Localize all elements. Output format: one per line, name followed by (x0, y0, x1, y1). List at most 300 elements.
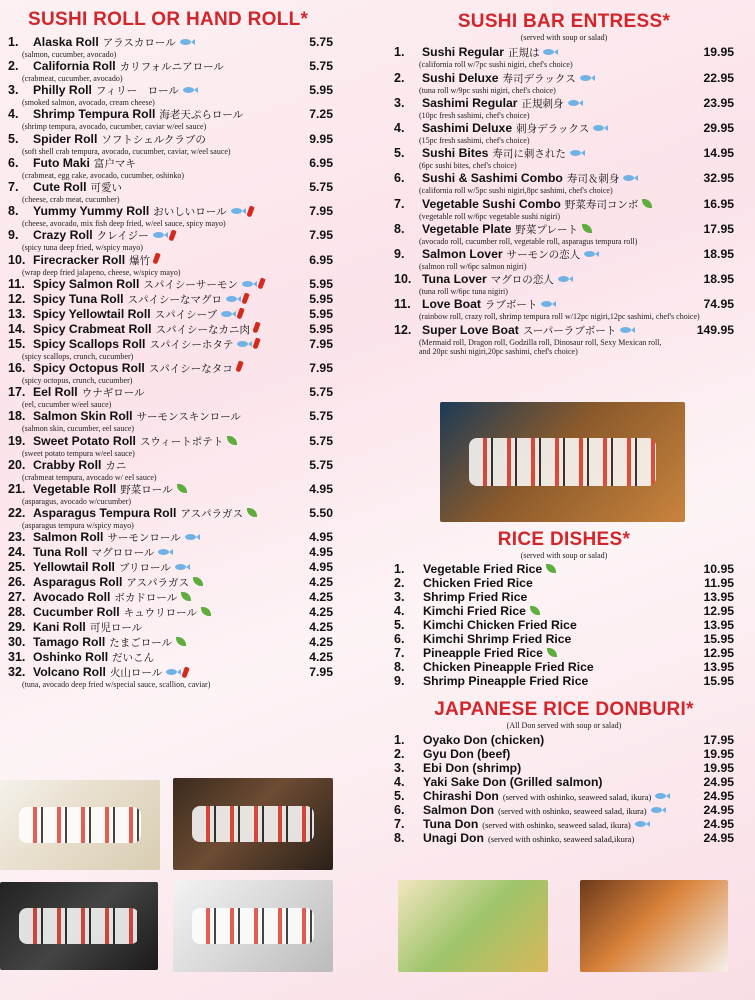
fish-icon (568, 99, 583, 107)
leaf-icon (547, 648, 557, 657)
item-description: (salmon roll w/6pc salmon nigiri) (419, 261, 527, 271)
item-icons (651, 806, 666, 814)
menu-item-row (8, 560, 333, 575)
item-description: (wrap deep fried jalapeno, cheese, w/spicy mayo) (22, 267, 181, 277)
item-name: Yellowtail Roll (33, 560, 115, 575)
item-name: Salmon Don (423, 802, 495, 817)
item-description: (eel, cucumber w/eel sauce) (22, 400, 112, 410)
sushi-bar-list (394, 45, 734, 355)
item-icons (543, 48, 558, 56)
item-japanese-name: キュウリロール (123, 607, 197, 620)
item-number: 21. (8, 481, 26, 496)
item-note: (served with oshinko, seaweed salad,ikura) (487, 833, 635, 844)
item-japanese-name: 可愛い (90, 182, 122, 195)
menu-item (394, 222, 734, 246)
item-price: 4.95 (309, 481, 333, 496)
fish-icon (558, 275, 573, 283)
item-price: 5.95 (309, 321, 333, 336)
menu-item-row (394, 45, 734, 60)
menu-item (8, 575, 333, 590)
menu-item-row (394, 247, 734, 262)
item-name: Love Boat (422, 297, 481, 312)
leaf-icon (177, 484, 187, 493)
item-description: (Mermaid roll, Dragon roll, Godzilla roll, Dinosaur roll, Sexy Mexican roll, (419, 337, 662, 347)
item-number: 4. (394, 774, 405, 789)
menu-item (394, 632, 734, 646)
pepper-icon (252, 321, 260, 333)
item-number: 26. (8, 575, 26, 590)
item-japanese-name: スウィートポテト (139, 435, 224, 448)
item-japanese-name: サーモンロール (107, 532, 181, 545)
item-name: Volcano Roll (33, 665, 106, 680)
item-icons (183, 86, 198, 94)
menu-item-row (394, 590, 734, 604)
item-icons (177, 484, 187, 493)
menu-item (394, 197, 734, 221)
menu-item-row (8, 59, 333, 74)
item-description: (smoked salmon, avocado, cream cheese) (22, 98, 155, 108)
item-note: (served with oshinko, seaweed salad, ikura) (498, 805, 647, 816)
item-price: 24.95 (703, 802, 734, 817)
item-number: 10. (394, 272, 412, 287)
menu-item-row (8, 228, 333, 243)
item-price: 32.95 (703, 171, 734, 186)
item-price: 13.95 (703, 618, 734, 633)
item-name: Cucumber Roll (33, 605, 120, 620)
item-japanese-name: ウナギロール (81, 387, 145, 400)
item-description: (salmon skin, cucumber, eel sauce) (22, 424, 135, 434)
item-price: 7.95 (309, 336, 333, 351)
item-price: 15.95 (703, 632, 734, 647)
item-japanese-name: スパイシーサーモン (143, 278, 238, 291)
item-price: 19.95 (703, 746, 734, 761)
menu-item-row (8, 409, 333, 424)
item-number: 5. (394, 788, 405, 803)
item-price: 13.95 (703, 660, 734, 675)
fish-icon (226, 295, 241, 303)
menu-item (8, 361, 333, 385)
sushi-bar-heading: SUSHI BAR ENTRESS* (457, 11, 671, 32)
item-price: 5.75 (309, 433, 333, 448)
item-number: 2. (8, 59, 19, 74)
item-name: Crazy Roll (33, 228, 93, 243)
leaf-icon (201, 607, 211, 616)
item-price: 22.95 (703, 70, 734, 85)
menu-item (8, 292, 333, 307)
menu-item-row (8, 530, 333, 545)
item-number: 1. (8, 34, 19, 49)
item-icons (242, 278, 264, 289)
item-icons (620, 326, 635, 334)
fish-icon (584, 250, 599, 258)
item-name: Crabby Roll (33, 457, 102, 472)
item-number: 16. (8, 360, 26, 375)
item-number: 5. (394, 146, 405, 161)
item-icons (221, 308, 243, 319)
rice-dishes-list (394, 562, 734, 688)
item-japanese-name: ソフトシェルクラブの (101, 133, 206, 146)
item-description: (cheese, crab meat, cucumber) (22, 195, 120, 205)
item-number: 11. (8, 276, 25, 291)
item-japanese-name: スパイシーなカニ肉 (155, 323, 251, 336)
item-price: 12.95 (703, 646, 734, 661)
item-number: 8. (394, 660, 405, 675)
menu-item (394, 71, 734, 95)
item-note: (served with oshinko, seaweed salad, ikura) (502, 791, 652, 802)
item-icons (546, 564, 556, 573)
fish-icon (651, 806, 666, 814)
item-name: Vegetable Fried Rice (423, 562, 543, 577)
menu-item-row (8, 506, 333, 521)
menu-item-row (394, 660, 734, 674)
item-description: (tuna, avocado deep fried w/special sauce, scallion, caviar) (22, 680, 211, 690)
item-number: 12. (8, 291, 26, 306)
item-description: (rainbow roll, crazy roll, shrimp tempura roll w/12pc nigiri,12pc sashimi, chef's choice) (419, 312, 700, 322)
menu-item (394, 789, 734, 803)
item-japanese-name: サーモンスキンロール (136, 411, 241, 424)
fish-icon (185, 533, 200, 541)
item-icons (593, 124, 608, 132)
pepper-icon (152, 252, 160, 264)
item-name: Eel Roll (33, 385, 78, 400)
item-japanese-name: カリフォルニアロール (119, 61, 224, 74)
fish-icon (570, 149, 585, 157)
menu-item-row (8, 337, 333, 352)
item-number: 1. (394, 45, 405, 60)
item-price: 5.50 (309, 506, 333, 521)
menu-item-row (394, 222, 734, 237)
item-icons (226, 293, 248, 304)
item-number: 17. (8, 385, 26, 400)
menu-item (8, 482, 333, 506)
item-number: 22. (8, 506, 26, 521)
item-number: 23. (8, 530, 26, 545)
item-price: 4.25 (309, 605, 333, 620)
menu-item-row (394, 789, 734, 803)
donburi-photo (580, 880, 728, 972)
item-price: 7.95 (309, 228, 333, 243)
item-japanese-name: 可児ロール (89, 622, 143, 635)
item-name: Tuna Don (423, 816, 479, 831)
item-icons (154, 253, 159, 264)
menu-item (8, 107, 333, 131)
fish-icon (580, 74, 595, 82)
leaf-icon (176, 637, 186, 646)
item-japanese-name: 寿司デラックス (502, 72, 576, 85)
item-icons (180, 38, 195, 46)
item-name: Asparagus Tempura Roll (33, 506, 177, 521)
item-description: (asparagus, avocado w/cucumber) (22, 496, 132, 506)
item-price: 29.95 (703, 121, 734, 136)
item-icons (193, 577, 203, 586)
menu-item (394, 803, 734, 817)
item-japanese-name: アスパラガス (180, 508, 243, 521)
love-boat-photo (440, 402, 685, 522)
sushi-roll-heading: SUSHI ROLL OR HAND ROLL* (28, 9, 309, 30)
item-icons (254, 322, 259, 333)
item-price: 7.95 (309, 665, 333, 680)
item-name: Kimchi Shrimp Fried Rice (423, 632, 572, 647)
item-icons (176, 637, 186, 646)
item-price: 4.95 (309, 545, 333, 560)
item-number: 32. (8, 665, 26, 680)
item-price: 5.75 (309, 457, 333, 472)
fish-icon (153, 231, 168, 239)
item-price: 10.95 (703, 562, 734, 577)
menu-item-row (8, 180, 333, 195)
fish-icon (183, 86, 198, 94)
item-number: 3. (394, 760, 405, 775)
item-japanese-name: サーモンの恋人 (506, 248, 581, 261)
item-japanese-name: アスパラガス (126, 577, 189, 590)
item-price: 15.95 (703, 674, 734, 689)
pepper-icon (181, 666, 189, 678)
fish-icon (231, 207, 246, 215)
menu-item-row (8, 361, 333, 376)
menu-item-row (394, 146, 734, 161)
item-name: Oyako Don (chicken) (423, 732, 545, 747)
sushi-roll-list (8, 35, 333, 690)
item-price: 5.75 (309, 34, 333, 49)
sushi-bar-subtitle: (served with soup or salad) (520, 32, 608, 42)
item-name: Spicy Tuna Roll (33, 291, 124, 306)
item-name: Cute Roll (33, 180, 87, 195)
item-number: 4. (394, 121, 405, 136)
item-number: 2. (394, 746, 405, 761)
item-number: 1. (394, 562, 405, 577)
menu-item (8, 180, 333, 204)
menu-item (8, 560, 333, 575)
item-price: 19.95 (703, 760, 734, 775)
item-price: 18.95 (703, 272, 734, 287)
item-name: Salmon Skin Roll (33, 409, 133, 424)
menu-item (394, 121, 734, 145)
item-icons (623, 174, 638, 182)
item-price: 7.95 (309, 204, 333, 219)
item-number: 24. (8, 545, 26, 560)
item-number: 30. (8, 635, 26, 650)
item-japanese-name: フィリー ロール (95, 85, 179, 98)
item-japanese-name: 海老天ぷらロール (159, 109, 244, 122)
item-price: 7.25 (309, 107, 333, 122)
item-name: Alaska Roll (33, 34, 99, 49)
item-note: (served with oshinko, seaweed salad, ikura) (482, 819, 631, 830)
left-column (8, 0, 333, 689)
item-name: Kimchi Chicken Fried Rice (423, 618, 577, 633)
menu-item-row (394, 632, 734, 646)
item-description: (10pc fresh sashimi, chef's choice) (419, 110, 530, 120)
item-number: 19. (8, 433, 26, 448)
fish-icon (593, 124, 608, 132)
item-description: (crabmeat, egg cake, avocado, cucumber, oshinko) (22, 170, 185, 180)
item-japanese-name: スパイシーなマグロ (127, 293, 223, 306)
item-price: 23.95 (703, 95, 734, 110)
item-icons (227, 436, 237, 445)
pepper-icon (236, 308, 244, 320)
item-number: 4. (8, 107, 19, 122)
item-name: Shrimp Tempura Roll (33, 107, 156, 122)
menu-item (394, 831, 734, 845)
item-price: 24.95 (703, 788, 734, 803)
menu-item (8, 132, 333, 156)
item-name: Sushi Deluxe (422, 70, 499, 85)
menu-item-row (394, 171, 734, 186)
item-japanese-name: クレイジー (96, 230, 149, 243)
item-price: 14.95 (703, 146, 734, 161)
menu-item-row (394, 747, 734, 761)
item-japanese-name: 正規刺身 (521, 97, 564, 110)
item-name: Tuna Roll (33, 545, 88, 560)
item-name: Spicy Crabmeat Roll (33, 321, 152, 336)
item-description: (6pc sushi bites, chef's choice) (419, 161, 517, 171)
menu-item (394, 576, 734, 590)
item-number: 15. (8, 336, 26, 351)
menu-item (394, 247, 734, 271)
pepper-icon (246, 205, 254, 217)
leaf-icon (642, 199, 652, 208)
menu-item-row (394, 733, 734, 747)
donburi-heading: JAPANESE RICE DONBURI* (434, 699, 694, 721)
fish-icon (635, 820, 650, 828)
item-icons (247, 508, 257, 517)
item-number: 14. (8, 321, 26, 336)
menu-item-row (394, 297, 734, 312)
fish-icon (237, 340, 252, 348)
menu-item-row (8, 322, 333, 337)
item-japanese-name: スーパーラブボート (522, 324, 617, 337)
item-price: 5.95 (309, 306, 333, 321)
item-number: 6. (394, 171, 405, 186)
item-price: 24.95 (703, 816, 734, 831)
menu-item (394, 146, 734, 170)
item-number: 7. (8, 180, 19, 195)
menu-item (394, 817, 734, 831)
item-name: Sweet Potato Roll (33, 433, 136, 448)
menu-item-row (8, 204, 333, 219)
menu-item-row (8, 434, 333, 449)
item-number: 8. (8, 204, 19, 219)
item-icons (584, 250, 599, 258)
item-name: Yummy Yummy Roll (33, 204, 150, 219)
item-description: (tuna roll w/9pc sushi nigiri, chef's choice) (419, 85, 556, 95)
item-number: 9. (8, 228, 19, 243)
menu-item-row (8, 605, 333, 620)
item-description: (15pc fresh sashimi, chef's choice) (419, 136, 530, 146)
menu-item-row (394, 323, 734, 338)
menu-item (8, 458, 333, 482)
rice-dishes-heading: RICE DISHES* (497, 529, 631, 550)
item-price: 6.95 (309, 252, 333, 267)
menu-item-row (8, 277, 333, 292)
menu-item (394, 590, 734, 604)
menu-item-row (8, 482, 333, 497)
item-number: 2. (394, 576, 405, 591)
item-japanese-name: 寿司＆刺身 (566, 173, 620, 186)
item-name: Salmon Roll (33, 530, 104, 545)
item-name: Sashimi Deluxe (422, 121, 513, 136)
right-lower-column (394, 530, 734, 845)
item-name: Spicy Yellowtail Roll (33, 306, 151, 321)
pepper-icon (257, 278, 265, 290)
sushi-roll-photo-2 (173, 778, 333, 870)
menu-item (394, 618, 734, 632)
menu-item-row (394, 272, 734, 287)
sushi-roll-photo-1 (0, 780, 160, 870)
item-japanese-name: 正規は (507, 47, 540, 60)
item-price: 24.95 (703, 774, 734, 789)
item-name: Spicy Salmon Roll (33, 276, 140, 291)
fish-icon (543, 48, 558, 56)
item-price: 24.95 (703, 830, 734, 845)
item-name: Avocado Roll (33, 590, 111, 605)
item-price: 16.95 (703, 196, 734, 211)
item-number: 7. (394, 196, 405, 211)
item-number: 9. (394, 674, 405, 689)
item-description: (tuna roll w/6pc tuna nigiri) (419, 287, 508, 297)
item-description: (spicy scallops, crunch, cucumber) (22, 351, 134, 361)
item-number: 6. (394, 802, 405, 817)
item-icons (158, 548, 173, 556)
item-japanese-name: だいこん (112, 652, 155, 665)
item-description: (california roll w/5pc sushi nigiri,8pc sashimi, chef's choice) (419, 186, 613, 196)
item-price: 5.95 (309, 83, 333, 98)
menu-item-row (8, 292, 333, 307)
item-number: 10. (8, 252, 26, 267)
rice-dishes-subtitle: (served with soup or salad) (520, 550, 608, 560)
item-description: (sweet potato tempura w/eel sauce) (22, 448, 135, 458)
item-description: (crabmeat tempura, avocado w/ eel sauce) (22, 472, 157, 482)
item-description: (california roll w/7pc sushi nigiri, chef's choice) (419, 60, 573, 70)
menu-item-row (8, 590, 333, 605)
item-japanese-name: スパイシーホタテ (149, 338, 234, 351)
menu-item (8, 307, 333, 322)
item-number: 6. (8, 155, 19, 170)
menu-item-row (8, 35, 333, 50)
menu-item-row (8, 545, 333, 560)
menu-item (394, 45, 734, 69)
item-number: 31. (8, 650, 26, 665)
item-icons (570, 149, 585, 157)
item-description: (cheese, avocado, mix fish deep fried, w/eel sauce, spicy mayo) (22, 219, 226, 229)
menu-item (8, 650, 333, 665)
item-japanese-name: ブリロール (118, 562, 171, 575)
menu-item-row (8, 665, 333, 680)
item-name: Chicken Fried Rice (423, 576, 533, 591)
item-price: 6.95 (309, 155, 333, 170)
item-japanese-name: ラブボート (484, 299, 538, 312)
item-japanese-name: マグロロール (91, 547, 155, 560)
menu-item (394, 562, 734, 576)
menu-item-row (394, 618, 734, 632)
item-japanese-name: スパイシーなタコ (148, 362, 233, 375)
item-price: 74.95 (703, 297, 734, 312)
item-price: 7.95 (309, 360, 333, 375)
item-icons (635, 820, 650, 828)
menu-item-row (8, 107, 333, 122)
item-description: and 20pc sushi nigiri,20pc sashimi, chef's choice) (419, 346, 578, 356)
menu-item (8, 277, 333, 292)
item-name: California Roll (33, 59, 116, 74)
item-number: 18. (8, 409, 26, 424)
menu-item (8, 204, 333, 228)
item-price: 4.95 (309, 530, 333, 545)
fish-icon (221, 310, 236, 318)
menu-item (394, 646, 734, 660)
menu-item (394, 747, 734, 761)
item-name: Yaki Sake Don (Grilled salmon) (423, 774, 603, 789)
item-icons (181, 592, 191, 601)
menu-item (8, 35, 333, 59)
